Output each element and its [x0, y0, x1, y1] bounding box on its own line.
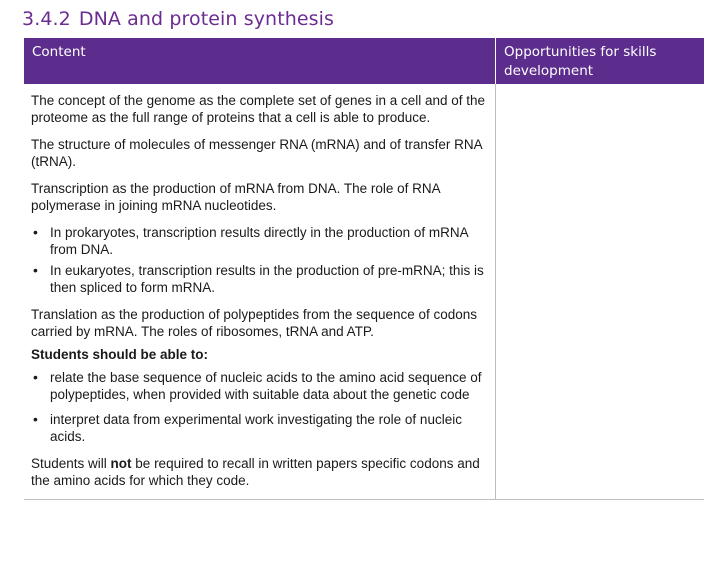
transcription-list: [31, 224, 487, 296]
paragraph-rna-structure: The structure of molecules of messenger RNA (mRNA) and of transfer RNA (tRNA).: [31, 137, 482, 169]
skills-list: [31, 369, 487, 445]
students-heading: Students should be able to:: [31, 347, 209, 362]
table-body-row: [24, 84, 704, 500]
list-item: • In eukaryotes, transcription results in the production of pre-mRNA; this is then spliced to form mRNA.: [31, 262, 487, 296]
opportunities-column: [495, 84, 704, 499]
paragraph-genome: The concept of the genome as the complete set of genes in a cell and of the proteome as the full range of proteins that a cell is able to produce.: [31, 93, 486, 125]
paragraph-transcription: Transcription as the production of mRNA from DNA. The role of RNA polymerase in joining mRNA nucleotides.: [31, 181, 440, 213]
list-item: • relate the base sequence of nucleic acids to the amino acid sequence of polypeptides, when provided with suitable data about the genetic code: [31, 369, 487, 403]
table-header: [24, 38, 704, 84]
content-column: [24, 84, 495, 499]
note-emphasis: not: [110, 456, 132, 471]
section-title: [22, 8, 334, 30]
section-heading: DNA and protein synthesis: [78, 8, 335, 30]
paragraph-note: [31, 455, 487, 489]
note-text-start: Students will: [31, 456, 111, 471]
header-content: Content: [32, 44, 86, 60]
spec-table: [24, 38, 704, 500]
list-item: • In prokaryotes, transcription results directly in the production of mRNA from DNA.: [31, 224, 487, 258]
header-opportunities: Opportunities for skills development: [504, 44, 657, 79]
list-item: • interpret data from experimental work investigating the role of nucleic acids.: [31, 411, 487, 445]
section-number: 3.4.2: [22, 8, 71, 30]
paragraph-translation: Translation as the production of polypeptides from the sequence of codons carried by mRNA. The roles of ribosomes, tRNA and ATP.: [31, 307, 478, 339]
note-text-end: be required to recall in written papers specific codons and the amino acids for which they code.: [31, 456, 480, 488]
